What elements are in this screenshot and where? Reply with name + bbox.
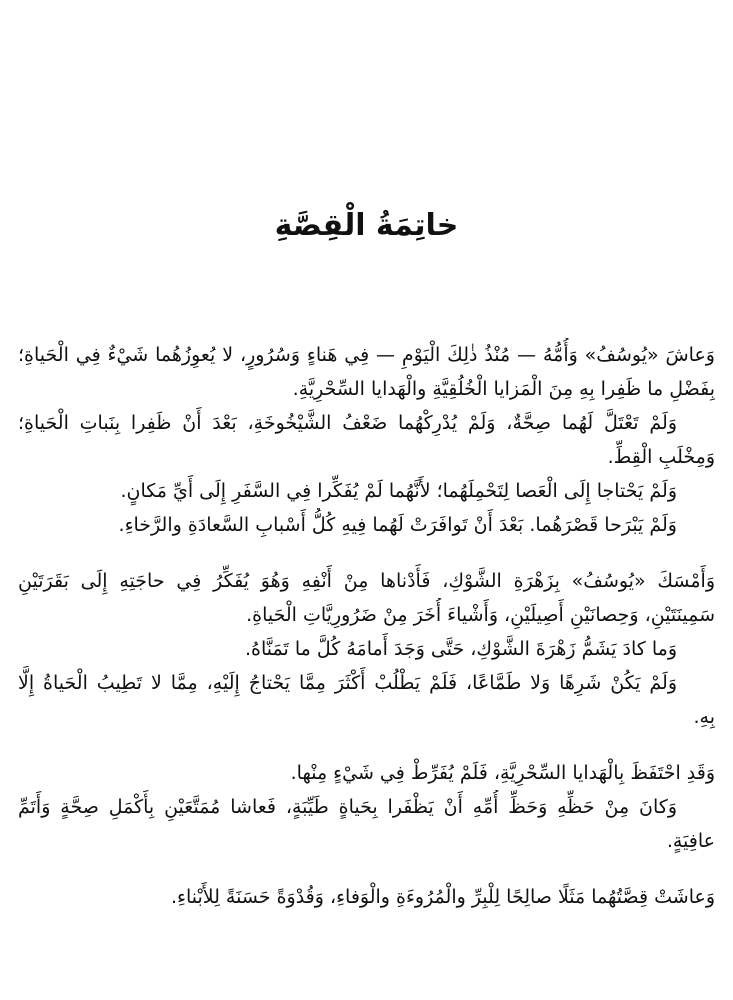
text-line: وَأَمْسَكَ «يُوسُفُ» بِزَهْرَةِ الشَّوْكِ، فَأَدْناها مِنْ أَنْفِهِ وَهُوَ يُفَكِّرُ فِي حاجَتِهِ إِلَى بَقَرَتَيْنِ [18, 570, 715, 592]
text-line: وَلَمْ يَحْتاجا إِلَى الْعَصا لِتَحْمِلَهُما؛ لأَنَّهُما لَمْ يُفَكِّرا فِي السَّفَرِ إِلَى أَيِّ مَكانٍ. [120, 480, 677, 502]
text-line: بِهِ. [693, 706, 715, 728]
paragraph-gap [18, 542, 715, 564]
page-title: خاتِمَةُ الْقِصَّةِ [274, 208, 459, 243]
text-line: وَلَمْ يَبْرَحا قَصْرَهُما. بَعْدَ أَنْ تَوافَرَتْ لَهُما فِيهِ كُلُّ أَسْبابِ السَّعادَةِ والرَّخاءِ. [118, 514, 677, 536]
story-body [18, 338, 715, 914]
text-line: سَمِينَتَيْنِ، وَحِصانَيْنِ أَصِيلَيْنِ، وَأَشْياءَ أُخَرَ مِنْ ضَرُورِيَّاتِ الْحَياةِ. [246, 604, 715, 626]
text-line: بِفَضْلِ ما ظَفِرا بِهِ مِنَ الْمَزايا الْخُلُقِيَّةِ والْهَدايا السِّحْرِيَّةِ. [292, 378, 715, 400]
text-line: وَعاشَ «يُوسُفُ» وَأُمُّهُ — مُنْذُ ذٰلِكَ الْيَوْمِ — فِي هَناءٍ وَسُرُورٍ، لا يُعوِزُهُما شَيْءٌ فِي الْحَياةِ؛ [18, 344, 715, 366]
text-line: وَقَدِ احْتَفَظَ بِالْهَدايا السِّحْرِيَّةِ، فَلَمْ يُفَرِّطْ فِي شَيْءٍ مِنْها. [290, 762, 715, 784]
paragraph [18, 564, 715, 734]
text-line: وَما كادَ يَشَمُّ زَهْرَةَ الشَّوْكِ، حَتَّى وَجَدَ أَمامَهُ كُلَّ ما تَمَنَّاهُ. [245, 638, 677, 660]
paragraph [18, 756, 715, 858]
paragraph [18, 880, 715, 914]
text-line: وَلَمْ يَكُنْ شَرِهًا وَلا طَمَّاعًا، فَلَمْ يَطْلُبْ أَكْثَرَ مِمَّا يَحْتاجُ إِلَيْهِ، مِمَّا لا تَطِيبُ الْحَياةُ إِلَّا [18, 672, 677, 694]
paragraph-gap [18, 858, 715, 880]
text-line: وَكانَ مِنْ حَظِّهِ وَحَظِّ أُمِّهِ أَنْ يَظْفَرا بِحَياةٍ طَيِّبَةٍ، فَعاشا مُمَتَّعَيْنِ بِأَكْمَلِ صِحَّةٍ وَأَتَمِّ [18, 796, 677, 818]
paragraph [18, 338, 715, 542]
text-line: عافِيَةٍ. [666, 830, 715, 852]
paragraph-gap [18, 734, 715, 756]
text-line: وَعاشَتْ قِصَّتُهُما مَثَلًا صالِحًا لِلْبِرِّ والْمُرُوءَةِ والْوَفاءِ، وَقُدْوَةً حَسَنَةً لِلأَبْناءِ. [170, 886, 715, 908]
text-line: وَلَمْ تَعْتَلَّ لَهُما صِحَّةٌ، وَلَمْ يُدْرِكْهُما ضَعْفُ الشَّيْخُوخَةِ، بَعْدَ أَنْ ظَفِرا بِنَباتِ الْحَياةِ؛ [18, 412, 677, 434]
text-line: وَمِخْلَبِ الْقِطِّ. [607, 446, 715, 468]
